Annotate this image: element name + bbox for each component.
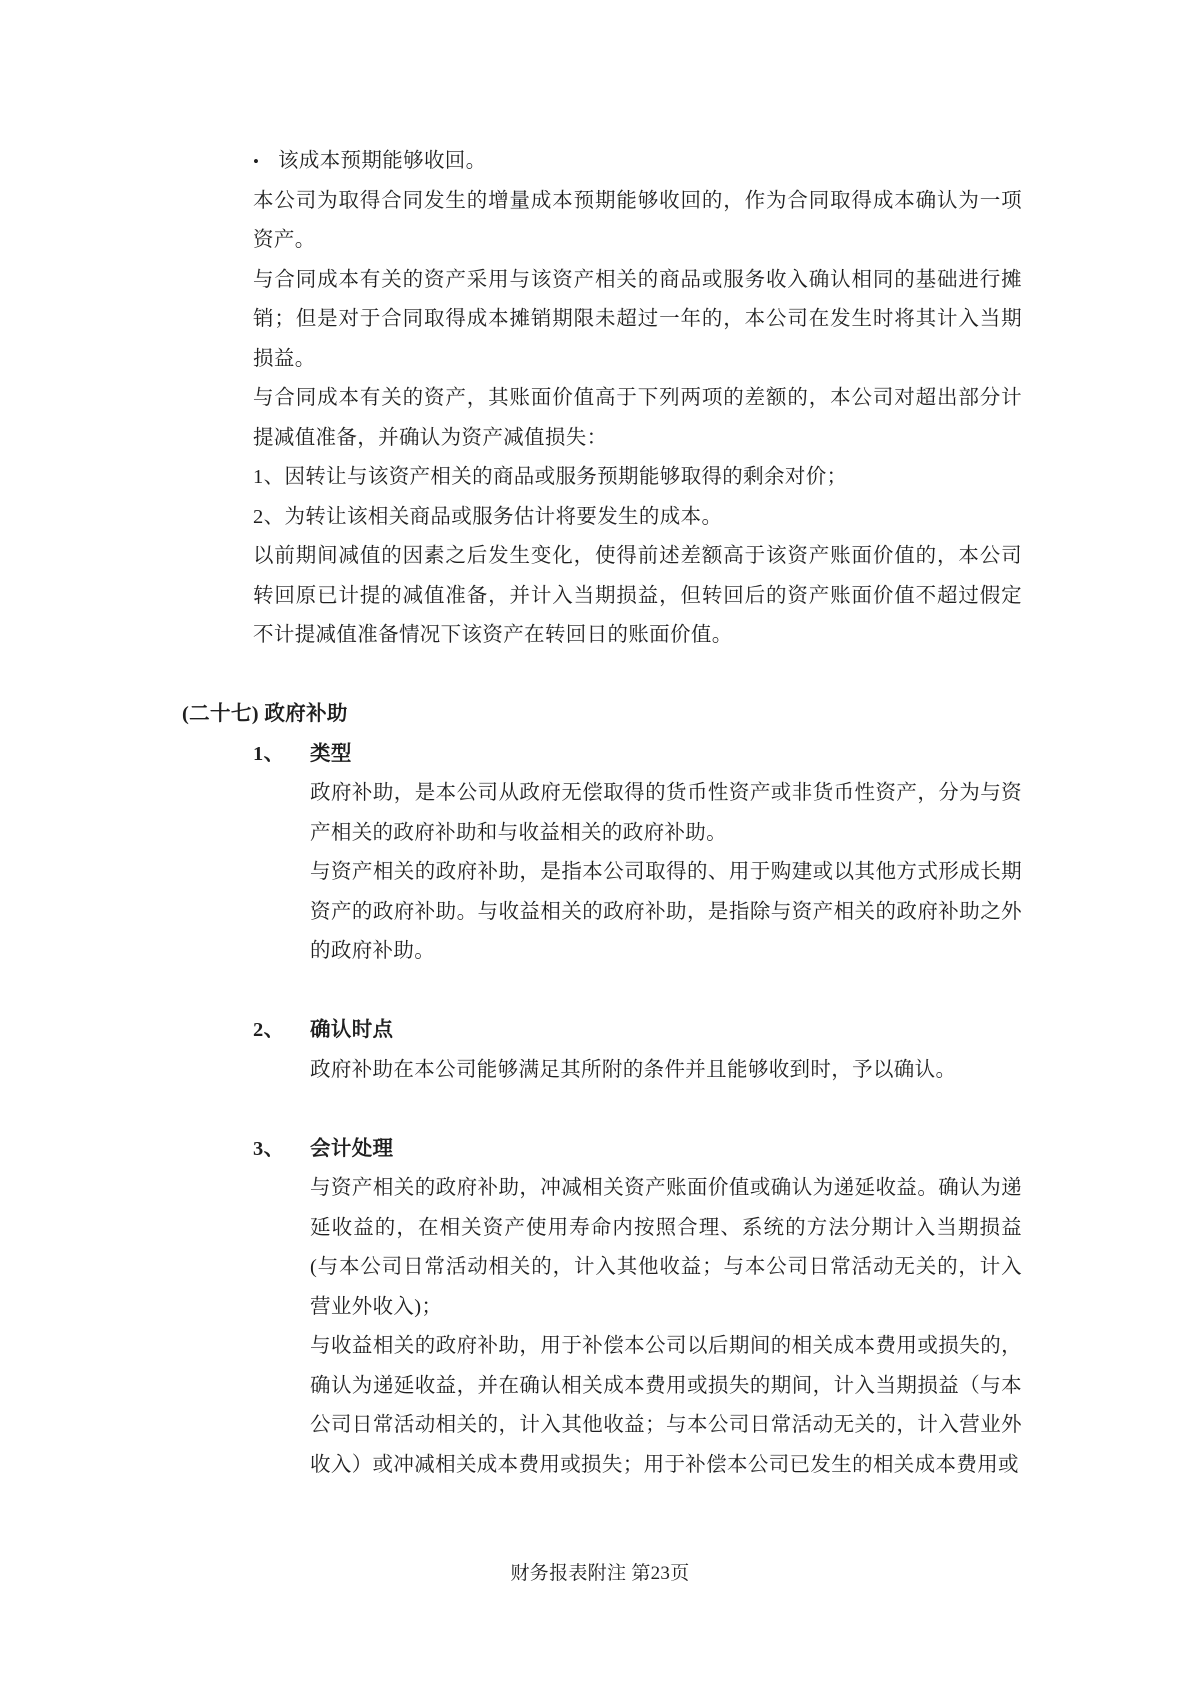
subsection-title: 类型 — [310, 742, 352, 765]
subsection-title: 确认时点 — [310, 1019, 394, 1041]
paragraph-contract-cost-asset: 本公司为取得合同发生的增量成本预期能够收回的，作为合同取得成本确认为一项资产。 — [253, 189, 1022, 251]
subsection-heading-recognition-time — [0, 1011, 1200, 1051]
paragraph-income-related-treatment: 与收益相关的政府补助，用于补偿本公司以后期间的相关成本费用或损失的，确认为递延收益，并在确认相关成本费用或损失的期间，计入当期损益（与本公司日常活动相关的，计入其他收益；与本公司日常活动无关的，计入营业外收入）或冲减相关成本费用或损失；用于补偿本公司已发生的相关成本费用或 — [310, 1335, 1022, 1476]
section-heading-government-grants: (二十七) 政府补助 — [182, 703, 348, 725]
bullet-item-text: 该成本预期能够收回。 — [278, 150, 487, 172]
subsection-number: 2、 — [253, 1019, 285, 1041]
list-item-1: 1、因转让与该资产相关的商品或服务预期能够取得的剩余对价； — [253, 466, 848, 488]
page-footer: 财务报表附注 第23页 — [510, 1563, 690, 1584]
paragraph-asset-related-treatment: 与资产相关的政府补助，冲减相关资产账面价值或确认为递延收益。确认为递延收益的，在相关资产使用寿命内按照合理、系统的方法分期计入当期损益(与本公司日常活动相关的，计入其他收益；与本公司日常活动无关的，计入营业外收入)； — [310, 1177, 1022, 1318]
paragraph-impairment-reversal: 以前期间减值的因素之后发生变化，使得前述差额高于该资产账面价值的，本公司转回原已计提的减值准备，并计入当期损益，但转回后的资产账面价值不超过假定不计提减值准备情况下该资产在转回日的账面价值。 — [253, 545, 1022, 646]
paragraph-grant-definition: 政府补助，是本公司从政府无偿取得的货币性资产或非货币性资产，分为与资产相关的政府补助和与收益相关的政府补助。 — [310, 782, 1022, 844]
list-item-2: 2、为转让该相关商品或服务估计将要发生的成本。 — [253, 505, 723, 528]
paragraph-grant-asset-vs-income: 与资产相关的政府补助，是指本公司取得的、用于购建或以其他方式形成长期资产的政府补助。与收益相关的政府补助，是指除与资产相关的政府补助之外的政府补助。 — [310, 861, 1022, 962]
bullet-marker-icon: • — [253, 152, 260, 171]
subsection-number: 1、 — [253, 742, 285, 765]
paragraph-recognition-time: 政府补助在本公司能够满足其所附的条件并且能够收到时，予以确认。 — [310, 1058, 957, 1081]
subsection-heading-type — [0, 735, 1200, 775]
vertical-gap — [0, 656, 1200, 696]
subsection-heading-accounting-treatment — [0, 1130, 1200, 1170]
subsection-title: 会计处理 — [310, 1137, 394, 1160]
paragraph-impairment: 与合同成本有关的资产，其账面价值高于下列两项的差额的，本公司对超出部分计提减值准备，并确认为资产减值损失： — [253, 387, 1022, 449]
subsection-number: 3、 — [253, 1137, 285, 1160]
vertical-gap — [0, 972, 1200, 1012]
bullet-item — [0, 142, 1200, 182]
paragraph-amortization: 与合同成本有关的资产采用与该资产相关的商品或服务收入确认相同的基础进行摊销；但是对于合同取得成本摊销期限未超过一年的，本公司在发生时将其计入当期损益。 — [253, 268, 1022, 370]
vertical-gap — [0, 1090, 1200, 1130]
